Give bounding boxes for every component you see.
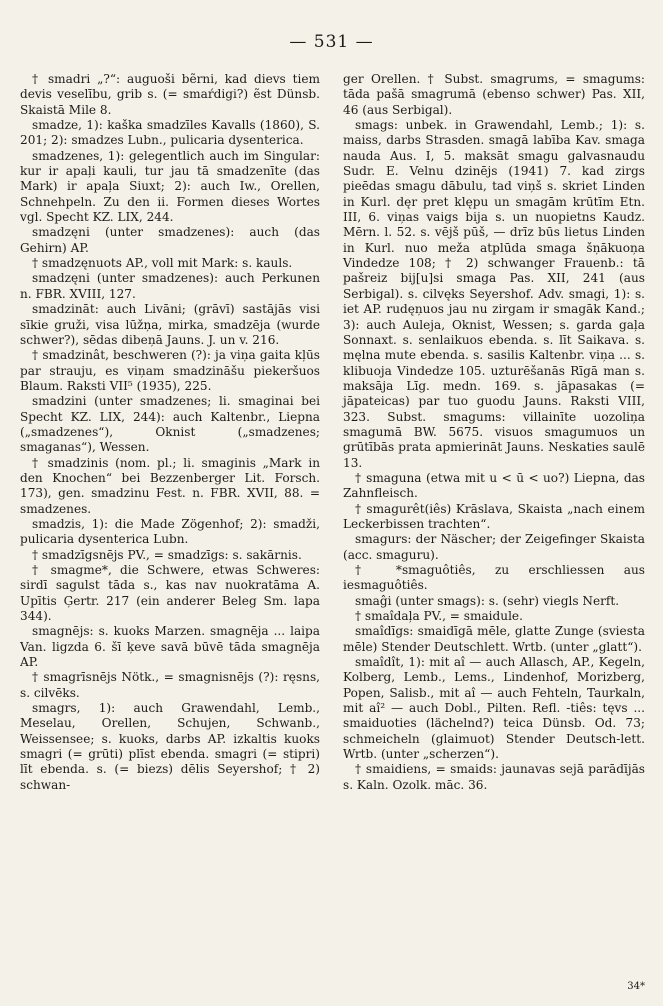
entry-smadze: smadze, 1): kaška smadzīles Kavalls (1860), S. 201; 2): smadzes Lubn., pulicaria dysenterica. xyxy=(20,118,320,148)
entry-smadzenuots: † smadzęnuots AP., voll mit Mark: s. kauls. xyxy=(32,256,293,271)
right-column xyxy=(343,72,645,793)
entry-smags: smags: unbek. in Grawendahl, Lemb.; 1): s. maiss, darbs Strasden. smagā labība Kav. smaga nauda Aus. I, 5. maksāt smagu galvasnaudu Sudr. E. Velnu dzinējs (1941) 7. kad zirgs pieēdas smagu dābulu, tad viņš s. skriet Linden in Kurl. dęr pret klępu un smagām krūtīm Etn. III, 6. viņas vaigs bija s. un nuopietns Kaudz. Mērn. l. 52. s. vējš pūš, — drīz būs lietus Linden in Kurl. nuo meža atplūda smaga šņākuoņa Vindedze 108; † 2) schwanger Frauenb.: tā pašreiz bij[u]si smaga Pas. XII, 241 (aus Serbigal). s. cilvęks Seyershof. Adv. smagi, 1): s. iet AP. rudęņuos jau nu zirgam ir smagāk Kand.; 3): auch Auleja, Oknist, Wessen; s. garda gaļa Sonnaxt. s. senlaikuos ebenda. s. līt Saikava. s. męlna mute ebenda. s. sasilis Kaltenbr. viņa ... s. klibuoja Vindedze 105. uzturēšanās Rīgā man s. maksāja Līg. medn. 169. s. jāpasakas (= jāpateicas) par tuo guodu Jauns. Raksti VIII, 323. Subst. smagums: villainīte uozoliņa smagumā BW. 5675. visuos smagumuos un grūtībās prata apmierināt Jauns. Neskaties saulē 13. xyxy=(343,118,645,470)
entry-smadri: † smadri „?“: auguoši bẽrni, kad dievs tiem devis veselību, grib s. (= smaŕdigi?) ẽst Dünsb. Skaistā Mile 8. xyxy=(20,72,320,117)
entry-smaguret: † smagurêt(iês) Krāslava, Skaista „nach einem Leckerbissen trachten“. xyxy=(343,501,645,531)
signature-mark: 34* xyxy=(627,981,645,992)
entry-smaidala: † smaîdaļa PV., = smaidule. xyxy=(355,609,523,624)
entry-smadzinat-2: † smadzinât, beschweren (?): ja viņa gaita kļūs par strauju, es viņam smadzināšu piekeršuos Blaum. Raksti VII⁵ (1935), 225. xyxy=(20,348,320,393)
entry-smaguoties: † *smaguôtiês, zu erschliessen aus iesmaguôtiês. xyxy=(343,563,645,593)
entry-smaidit: smaîdît, 1): mit aî — auch Allasch, AP., Kegeln, Kolberg, Lemb., Lems., Lindenhof, Morizberg, Popen, Salisb., mit aî — auch Fehteln, Taurkaln, mit aî² — auch Dobl., Pilten. Refl. -tiês: tęvs ... smaiduoties (lächelnd?) teica Dünsb. Od. 73; schmeicheln (glaimuot) Stender Deutsch-lett. Wrtb. (unter „scherzen“). xyxy=(343,655,645,762)
entry-smadzigsnejs: † smadzīgsnējs PV., = smadzīgs: s. sakārnis. xyxy=(32,547,302,562)
entry-smadzinat: smadzināt: auch Livāni; (grāvī) sastājās visi sīkie gruži, visa lūžņa, mirka, smadzēja (wurde schwer?), sēdas dibeņā Jauns. J. un v. 216. xyxy=(20,302,320,347)
entry-smadzeni: smadzęni (unter smadzenes): auch (das Gehirn) AP. xyxy=(20,225,320,255)
entry-smadzis: smadzis, 1): die Made Zögenhof; 2): smadži, pulicaria dysenterica Lubn. xyxy=(20,516,320,547)
entry-smagrs-continued: ger Orellen. † Subst. smagrums, = smagums: tāda pašā smagrumā (ebenso schwer) Pas. XII, 46 (aus Serbigal). xyxy=(343,72,645,117)
entry-smagnejs: smagnējs: s. kuoks Marzen. smagnēja ... laipa Van. ligzda 6. šī ķeve savā būvē tāda smagnēja AP. xyxy=(20,624,320,670)
entry-smadzini: smadzini (unter smadzenes; li. smaginai bei Specht KZ. LIX, 244): auch Kaltenbr., Liepna („smadzenes“), Oknist („smadzenes; smaganas“), Wessen. xyxy=(20,394,320,455)
entry-smagrs: smagrs, 1): auch Grawendahl, Lemb., Meselau, Orellen, Schujen, Schwanb., Weissensee; s. kuoks, darbs AP. izkaltis kuoks smagri (= grūti) plīst ebenda. smagri (= stipri) līt ebenda. s. (= biezs) dēlis Seyershof; † 2) schwan- xyxy=(20,701,320,792)
entry-smagme: † smagme*, die Schwere, etwas Schweres: sirdī sagulst tāda s., kas nav nuokratāma A. Upītis Ģertr. 217 (ein anderer Beleg Sm. lapa 344). xyxy=(20,563,320,624)
entry-smagurs: smagurs: der Näscher; der Zeigefinger Skaista (acc. smaguru). xyxy=(343,532,645,562)
entry-smadzenes: smadzenes, 1): gelegentlich auch im Singular: kur ir apaļi kauli, tur jau tā smadzenīte (das Mark) ir apaļa Siuxt; 2): auch Iw., Orellen, Schnehpeln. Zu den ii. Formen dieses Wortes vgl. Specht KZ. LIX, 244. xyxy=(20,148,320,225)
entry-smaidiens: † smaidiens, = smaids: jaunavas sejā parādījās s. Kaln. Ozolk. māc. 36. xyxy=(343,762,645,792)
entry-smadzeni-2: smadzęni (unter smadzenes): auch Perkunen n. FBR. XVIII, 127. xyxy=(20,271,320,301)
entry-smadzinis: † smadzinis (nom. pl.; li. smaginis „Mark in den Knochen“ bei Bezzenberger Lit. Forsch. 173), gen. smadzinu Fest. n. FBR. XVII, 88. = smadzenes. xyxy=(20,455,320,516)
entry-smaidigs: smaîdīgs: smaidīgā mēle, glatte Zunge (sviesta mēle) Stender Deutschlett. Wrtb. (unter „glatt“). xyxy=(343,624,645,654)
left-column xyxy=(20,72,320,793)
entry-smaguna: † smaguna (etwa mit u < ū < uo?) Liepna, das Zahnfleisch. xyxy=(343,470,645,501)
page-number: — 531 — xyxy=(289,32,374,52)
entry-smagrisnejs: † smagrīsnējs Nötk., = smagnisnējs (?): ręsns, s. cilvēks. xyxy=(20,670,320,700)
entry-smagi: smaĝi (unter smags): s. (sehr) viegls Nerft. xyxy=(355,593,620,608)
